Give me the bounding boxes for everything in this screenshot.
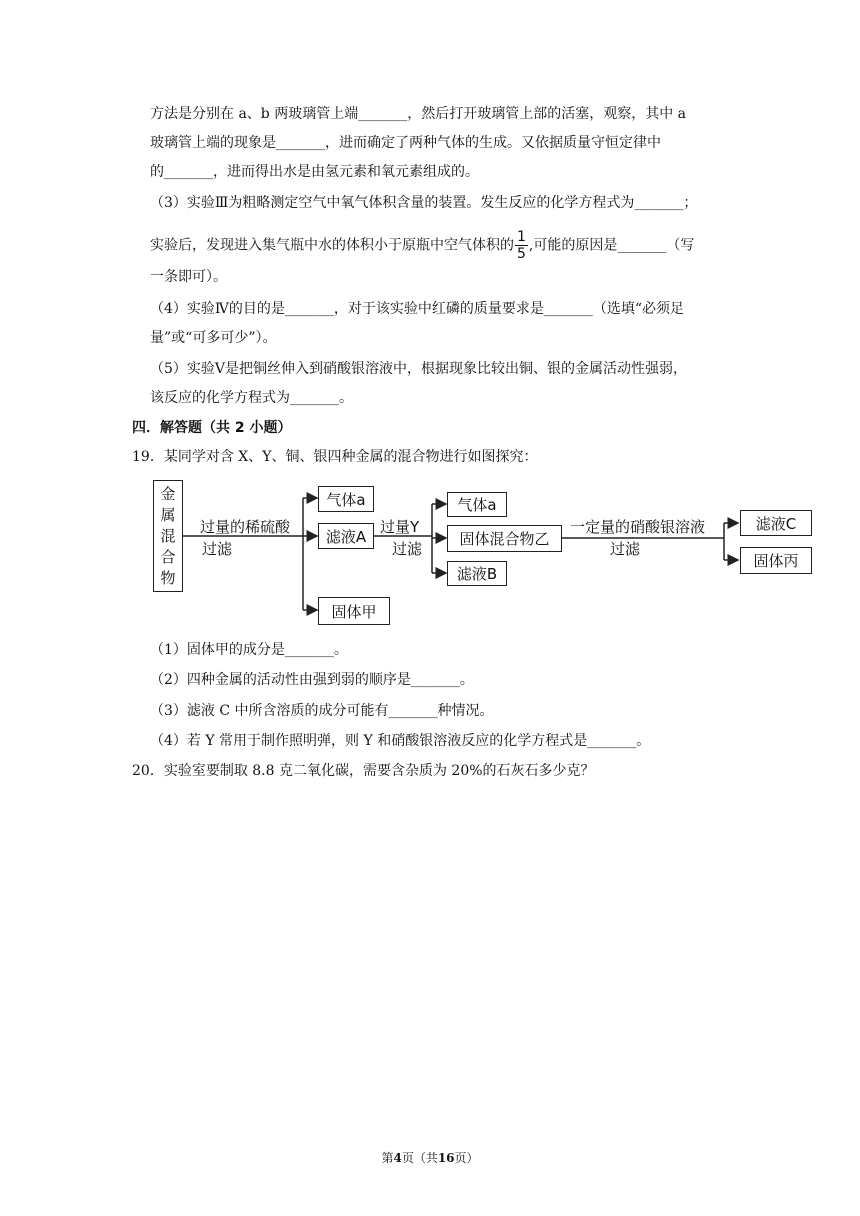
box-char: 属 <box>160 505 176 524</box>
text-line: 的_______，进而得出水是由氢元素和氧元素组成的。 <box>150 164 479 180</box>
question-19: 19．某同学对含 X、Y、铜、银四种金属的混合物进行如图探究： <box>132 449 538 465</box>
question-19-1: （1）固体甲的成分是_______。 <box>150 642 348 658</box>
step1-filter-label: 过滤 <box>202 540 233 558</box>
step3-reagent-label: 一定量的硝酸银溶液 <box>570 518 706 536</box>
text-line: 玻璃管上端的现象是_______，进而确定了两种气体的生成。又依据质量守恒定律中 <box>150 135 661 151</box>
footer-total-pages: 16 <box>437 1151 455 1165</box>
box-char: 混 <box>160 526 176 545</box>
step2-filter-label: 过滤 <box>392 540 423 558</box>
gas-a-box-2: 气体a <box>447 492 507 517</box>
text-segment: 实验后，发现进入集气瓶中水的体积小于原瓶中空气体积的 <box>150 237 514 254</box>
step2-reagent-label: 过量Y <box>380 518 420 536</box>
text-line: 量”或“可多可少”）。 <box>150 330 277 346</box>
step1-reagent-label: 过量的稀硫酸 <box>200 518 291 536</box>
footer-suffix: 页） <box>454 1151 479 1165</box>
text-line: （5）实验Ⅴ是把铜丝伸入到硝酸银溶液中，根据现象比较出铜、银的金属活动性强弱， <box>150 361 688 377</box>
footer-mid: 页（共 <box>401 1151 438 1165</box>
text-line: 该反应的化学方程式为_______。 <box>150 390 353 406</box>
filtrate-a-box: 滤液A <box>318 523 374 549</box>
flow-diagram <box>150 478 830 628</box>
question-19-4: （4）若 Y 常用于制作照明弹，则 Y 和硝酸银溶液反应的化学方程式是_______。 <box>150 733 651 749</box>
fraction-numerator: 1 <box>517 229 526 245</box>
text-segment: ,可能的原因是_______（写 <box>528 237 695 254</box>
step3-filter-label: 过滤 <box>610 540 641 558</box>
text-line: （4）实验Ⅳ的目的是_______，对于该实验中红磷的质量要求是_______（选填“必须足 <box>150 301 685 317</box>
footer-page-number: 4 <box>393 1151 402 1165</box>
fraction <box>515 229 528 262</box>
filtrate-b-box: 滤液B <box>447 561 507 586</box>
box-char: 金 <box>160 484 176 503</box>
footer-prefix: 第 <box>381 1151 394 1165</box>
fraction-denominator: 5 <box>517 246 526 262</box>
question-20: 20．实验室要制取 8.8 克二氧化碳，需要含杂质为 20%的石灰石多少克？ <box>132 763 595 779</box>
box-char: 物 <box>160 568 176 587</box>
metal-mixture-box <box>153 480 183 592</box>
text-line: 方法是分别在 a、b 两玻璃管上端_______，然后打开玻璃管上部的活塞，观察，其中 a <box>150 106 687 122</box>
page-footer <box>0 1149 860 1166</box>
question-19-2: （2）四种金属的活动性由强到弱的顺序是_______。 <box>150 672 474 688</box>
solid-jia-box: 固体甲 <box>318 597 390 625</box>
text-line <box>150 229 740 262</box>
box-char: 合 <box>160 547 176 566</box>
gas-a-box-1: 气体a <box>318 486 374 512</box>
text-line: （3）实验Ⅲ为粗略测定空气中氧气体积含量的装置。发生反应的化学方程式为_______； <box>150 195 698 211</box>
solid-bing-box: 固体丙 <box>740 547 812 574</box>
solid-mixture-yi-box: 固体混合物乙 <box>447 525 562 552</box>
filtrate-c-box: 滤液C <box>740 510 812 536</box>
section-heading: 四．解答题（共 2 小题） <box>132 420 292 436</box>
text-line: 一条即可）。 <box>150 269 227 285</box>
question-19-3: （3）滤液 C 中所含溶质的成分可能有_______种情况。 <box>150 703 494 719</box>
